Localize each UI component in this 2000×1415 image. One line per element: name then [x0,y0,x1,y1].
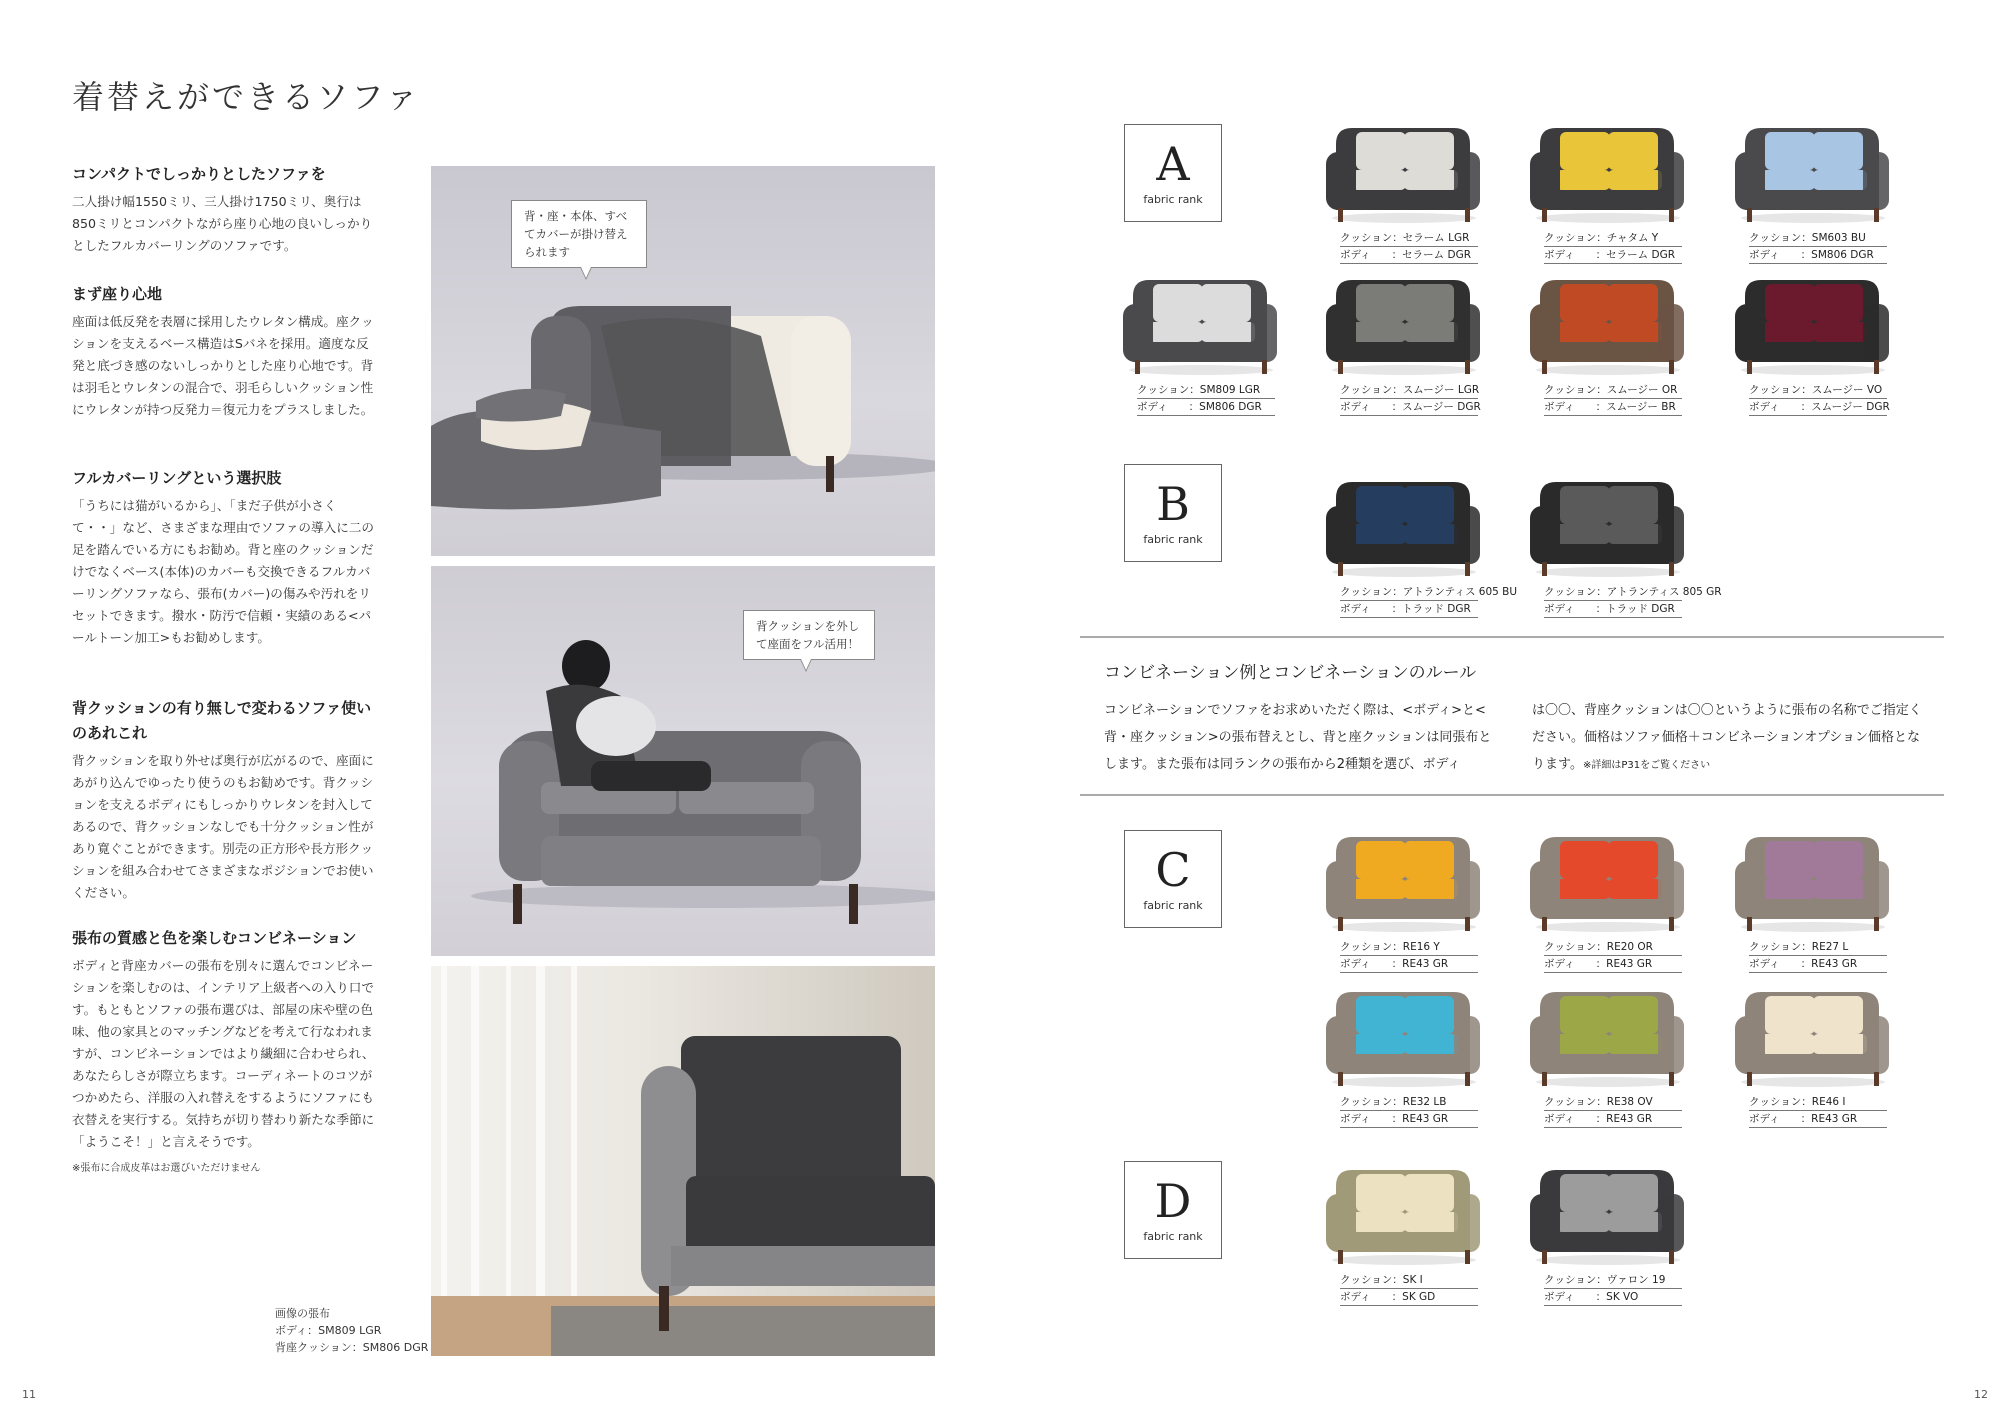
section-heading: コンパクトでしっかりとしたソファを [72,165,326,183]
section-body: 二人掛け幅1550ミリ、三人掛け1750ミリ、奥行は850ミリとコンパクトながら座り心地の良いしっかりとしたフルカバーリングのソファです。 [72,194,373,253]
body-label: ボディ ：セラーム DGR [1340,247,1478,264]
sofa-illustration [431,166,935,556]
divider [1080,636,1944,638]
sofa-caption [1544,382,1682,416]
page-number-left: 11 [22,1388,36,1401]
section-heading: フルカバーリングという選択肢 [72,469,282,487]
photo-sofa-lounging [431,566,935,956]
sofa-caption [1544,1272,1682,1306]
rank-sub: fabric rank [1143,1230,1203,1243]
speech-bubble [743,610,875,660]
photo-sofa-closeup [431,966,935,1356]
sofa-icon [1322,472,1484,582]
sofa-caption [1340,939,1478,973]
cushion-label: クッション：スムージー OR [1544,382,1682,399]
body-label: ボディ ：RE43 GR [1749,956,1887,973]
sofa-icon [1526,270,1688,380]
sofa-caption [1340,1094,1478,1128]
cushion-label: クッション：ヴァロン 19 [1544,1272,1682,1289]
speech-bubble [511,200,647,268]
rank-sub: fabric rank [1143,193,1203,206]
cushion-label: クッション：SK I [1340,1272,1478,1289]
section-body: ボディと背座カバーの張布を別々に選んでコンビネーションを楽しむのは、インテリア上級者への入り口です。もともとソファの張布選びは、部屋の床や壁の色味、他の家具とのマッチングなどを考えて行なわれますが、コンビネーションではより繊細に合わせられ、あなたらしさが際立ちます。コーディネートのコツがつかめたら、洋服の入れ替えをするようにソファにも衣替えを実行する。気持ちが切り替わり新たな季節に「ようこそ！」と言えそうです。 [72,958,375,1149]
body-label: ボディ ：トラッド DGR [1340,601,1478,618]
sofa-caption [1340,382,1481,416]
bubble-text: 背・座・本体、すべてカバーが掛け替えられます [524,209,628,259]
body-label: ボディ ：SM806 DGR [1749,247,1887,264]
sofa-swatch [1322,982,1484,1172]
body-label: ボディ ：SK VO [1544,1289,1682,1306]
cushion-label: クッション：RE27 L [1749,939,1887,956]
page-number-right: 12 [1974,1388,1988,1401]
image-caption [275,1305,428,1356]
body-label: ボディ ：SK GD [1340,1289,1478,1306]
cushion-label: クッション：RE20 OR [1544,939,1682,956]
body-label: ボディ ：スムージー BR [1544,399,1682,416]
cushion-label: クッション：スムージー VO [1749,382,1887,399]
sofa-swatch [1731,982,1893,1172]
combination-col1: コンビネーションでソファをお求めいただく際は、<ボディ>と<背・座クッション>の張布替えとし、背と座クッションは同張布とします。また張布は同ランクの張布から2種類を選び、ボディ [1104,703,1492,772]
rank-letter: B [1156,477,1190,531]
sofa-caption [1544,1094,1682,1128]
body-label: ボディ ：RE43 GR [1749,1111,1887,1128]
rank-badge-d [1124,1161,1222,1259]
sofa-swatch [1526,982,1688,1172]
rank-sub: fabric rank [1143,899,1203,912]
section-compact [72,162,376,257]
body-label: ボディ ：スムージー DGR [1749,399,1887,416]
sofa-swatch [1322,1160,1484,1350]
sofa-caption [1137,382,1275,416]
cushion-label: クッション：RE32 LB [1340,1094,1478,1111]
combination-col2-text: は〇〇、背座クッションは〇〇というように張布の名称でご指定ください。価格はソファ価格＋コンビネーションオプション価格となります。 [1532,703,1922,772]
body-label: ボディ ：トラッド DGR [1544,601,1682,618]
sofa-icon [1322,982,1484,1092]
sofa-swatch [1731,270,1893,460]
sofa-caption [1340,230,1478,264]
cushion-label: クッション：セラーム LGR [1340,230,1478,247]
sofa-swatch [1526,270,1688,460]
section-heading: 張布の質感と色を楽しむコンビネーション [72,929,357,947]
sofa-icon [1322,118,1484,228]
cushion-label: クッション：スムージー LGR [1340,382,1478,399]
caption-label: 画像の張布 [275,1307,330,1320]
body-label: ボディ ：RE43 GR [1544,956,1682,973]
combination-col2 [1532,697,1932,779]
sofa-swatch [1526,1160,1688,1350]
sofa-icon [1526,982,1688,1092]
sofa-caption [1749,939,1887,973]
section-body: 背クッションを取り外せば奥行が広がるので、座面にあがり込んでゆったり使うのもお勧めです。背クッションを支えるボディにもしっかりウレタンを封入してあるので、背クッションなしでも十分クッション性があり寛ぐことができます。別売の正方形や長方形クッションを組み合わせてさまざまなポジションでお使いください。 [72,753,374,900]
rank-badge-b [1124,464,1222,562]
cushion-label: クッション：チャタム Y [1544,230,1682,247]
rank-badge-c [1124,830,1222,928]
rank-sub: fabric rank [1143,533,1203,546]
body-label: ボディ ：SM806 DGR [1137,399,1275,416]
section-full-covering [72,466,376,649]
cushion-label: クッション：RE38 OV [1544,1094,1682,1111]
sofa-caption [1749,230,1887,264]
body-label: ボディ ：RE43 GR [1340,956,1478,973]
rank-badge-a [1124,124,1222,222]
sofa-caption [1749,1094,1887,1128]
caption-body: ボディ：SM809 LGR [275,1324,382,1337]
sofa-icon [1526,472,1688,582]
section-combination [72,926,376,1174]
cushion-label: クッション：SM603 BU [1749,230,1887,247]
cushion-label: クッション：SM809 LGR [1137,382,1275,399]
sofa-icon [1526,827,1688,937]
caption-back: 背座クッション：SM806 DGR [275,1341,429,1354]
sofa-caption [1544,939,1682,973]
rank-letter: A [1156,137,1190,191]
bubble-text: 背クッションを外して座面をフル活用！ [756,619,860,651]
sofa-caption [1544,584,1722,618]
photo-sofa-cover-removed [431,166,935,556]
sofa-icon [1322,827,1484,937]
sofa-icon [1322,1160,1484,1270]
sofa-icon [1322,270,1484,380]
body-label: ボディ ：セラーム DGR [1544,247,1682,264]
sofa-caption [1340,1272,1478,1306]
body-label: ボディ ：RE43 GR [1340,1111,1478,1128]
page-title: 着替えができるソファ [72,78,421,116]
body-label: ボディ ：スムージー DGR [1340,399,1478,416]
footnote: ※張布に合成皮革はお選びいただけません [72,1163,261,1174]
sofa-illustration [431,966,935,1356]
divider [1080,794,1944,796]
sofa-icon [1731,982,1893,1092]
sofa-caption [1340,584,1518,618]
section-heading: 背クッションの有り無しで変わるソファ使いのあれこれ [72,699,372,742]
sofa-icon [1526,1160,1688,1270]
sofa-icon [1526,118,1688,228]
cushion-label: クッション：アトランティス 605 BU [1340,584,1478,601]
sofa-swatch [1526,472,1722,662]
cushion-label: クッション：アトランティス 805 GR [1544,584,1682,601]
section-body: 座面は低反発を表層に採用したウレタン構成。座クッションを支えるベース構造はSバネを採用。適度な反発と底づき感のないしっかりとした座り心地です。背は羽毛とウレタンの混合で、羽毛らしいクッション性にウレタンが持つ反発力＝復元力をプラスしました。 [72,314,374,417]
rank-letter: C [1155,843,1191,897]
sofa-icon [1731,118,1893,228]
cushion-label: クッション：RE16 Y [1340,939,1478,956]
rank-letter: D [1154,1174,1192,1228]
section-back-cushion [72,696,376,904]
combination-note: ※詳細はP31をご覧ください [1582,760,1711,771]
combination-heading: コンビネーション例とコンビネーションのルール [1104,663,1477,683]
sofa-swatch [1322,270,1484,460]
sofa-icon [1731,827,1893,937]
body-label: ボディ ：RE43 GR [1544,1111,1682,1128]
sofa-caption [1544,230,1682,264]
section-body: 「うちには猫がいるから」、「まだ子供が小さくて・・」など、さまざまな理由でソファの導入に二の足を踏んでいる方にもお勧め。背と座のクッションだけでなくベース(本体)のカバーも交換できるフルカバーリングソファなら、張布(カバー)の傷みや汚れをリセットできます。撥水・防汚で信頼・実績のある<パールトーン加工>もお勧めします。 [72,498,374,645]
sofa-icon [1119,270,1281,380]
section-comfort [72,282,376,421]
cushion-label: クッション：RE46 I [1749,1094,1887,1111]
sofa-icon [1731,270,1893,380]
section-heading: まず座り心地 [72,285,163,303]
sofa-caption [1749,382,1890,416]
sofa-swatch [1322,472,1518,662]
sofa-swatch [1119,270,1281,460]
